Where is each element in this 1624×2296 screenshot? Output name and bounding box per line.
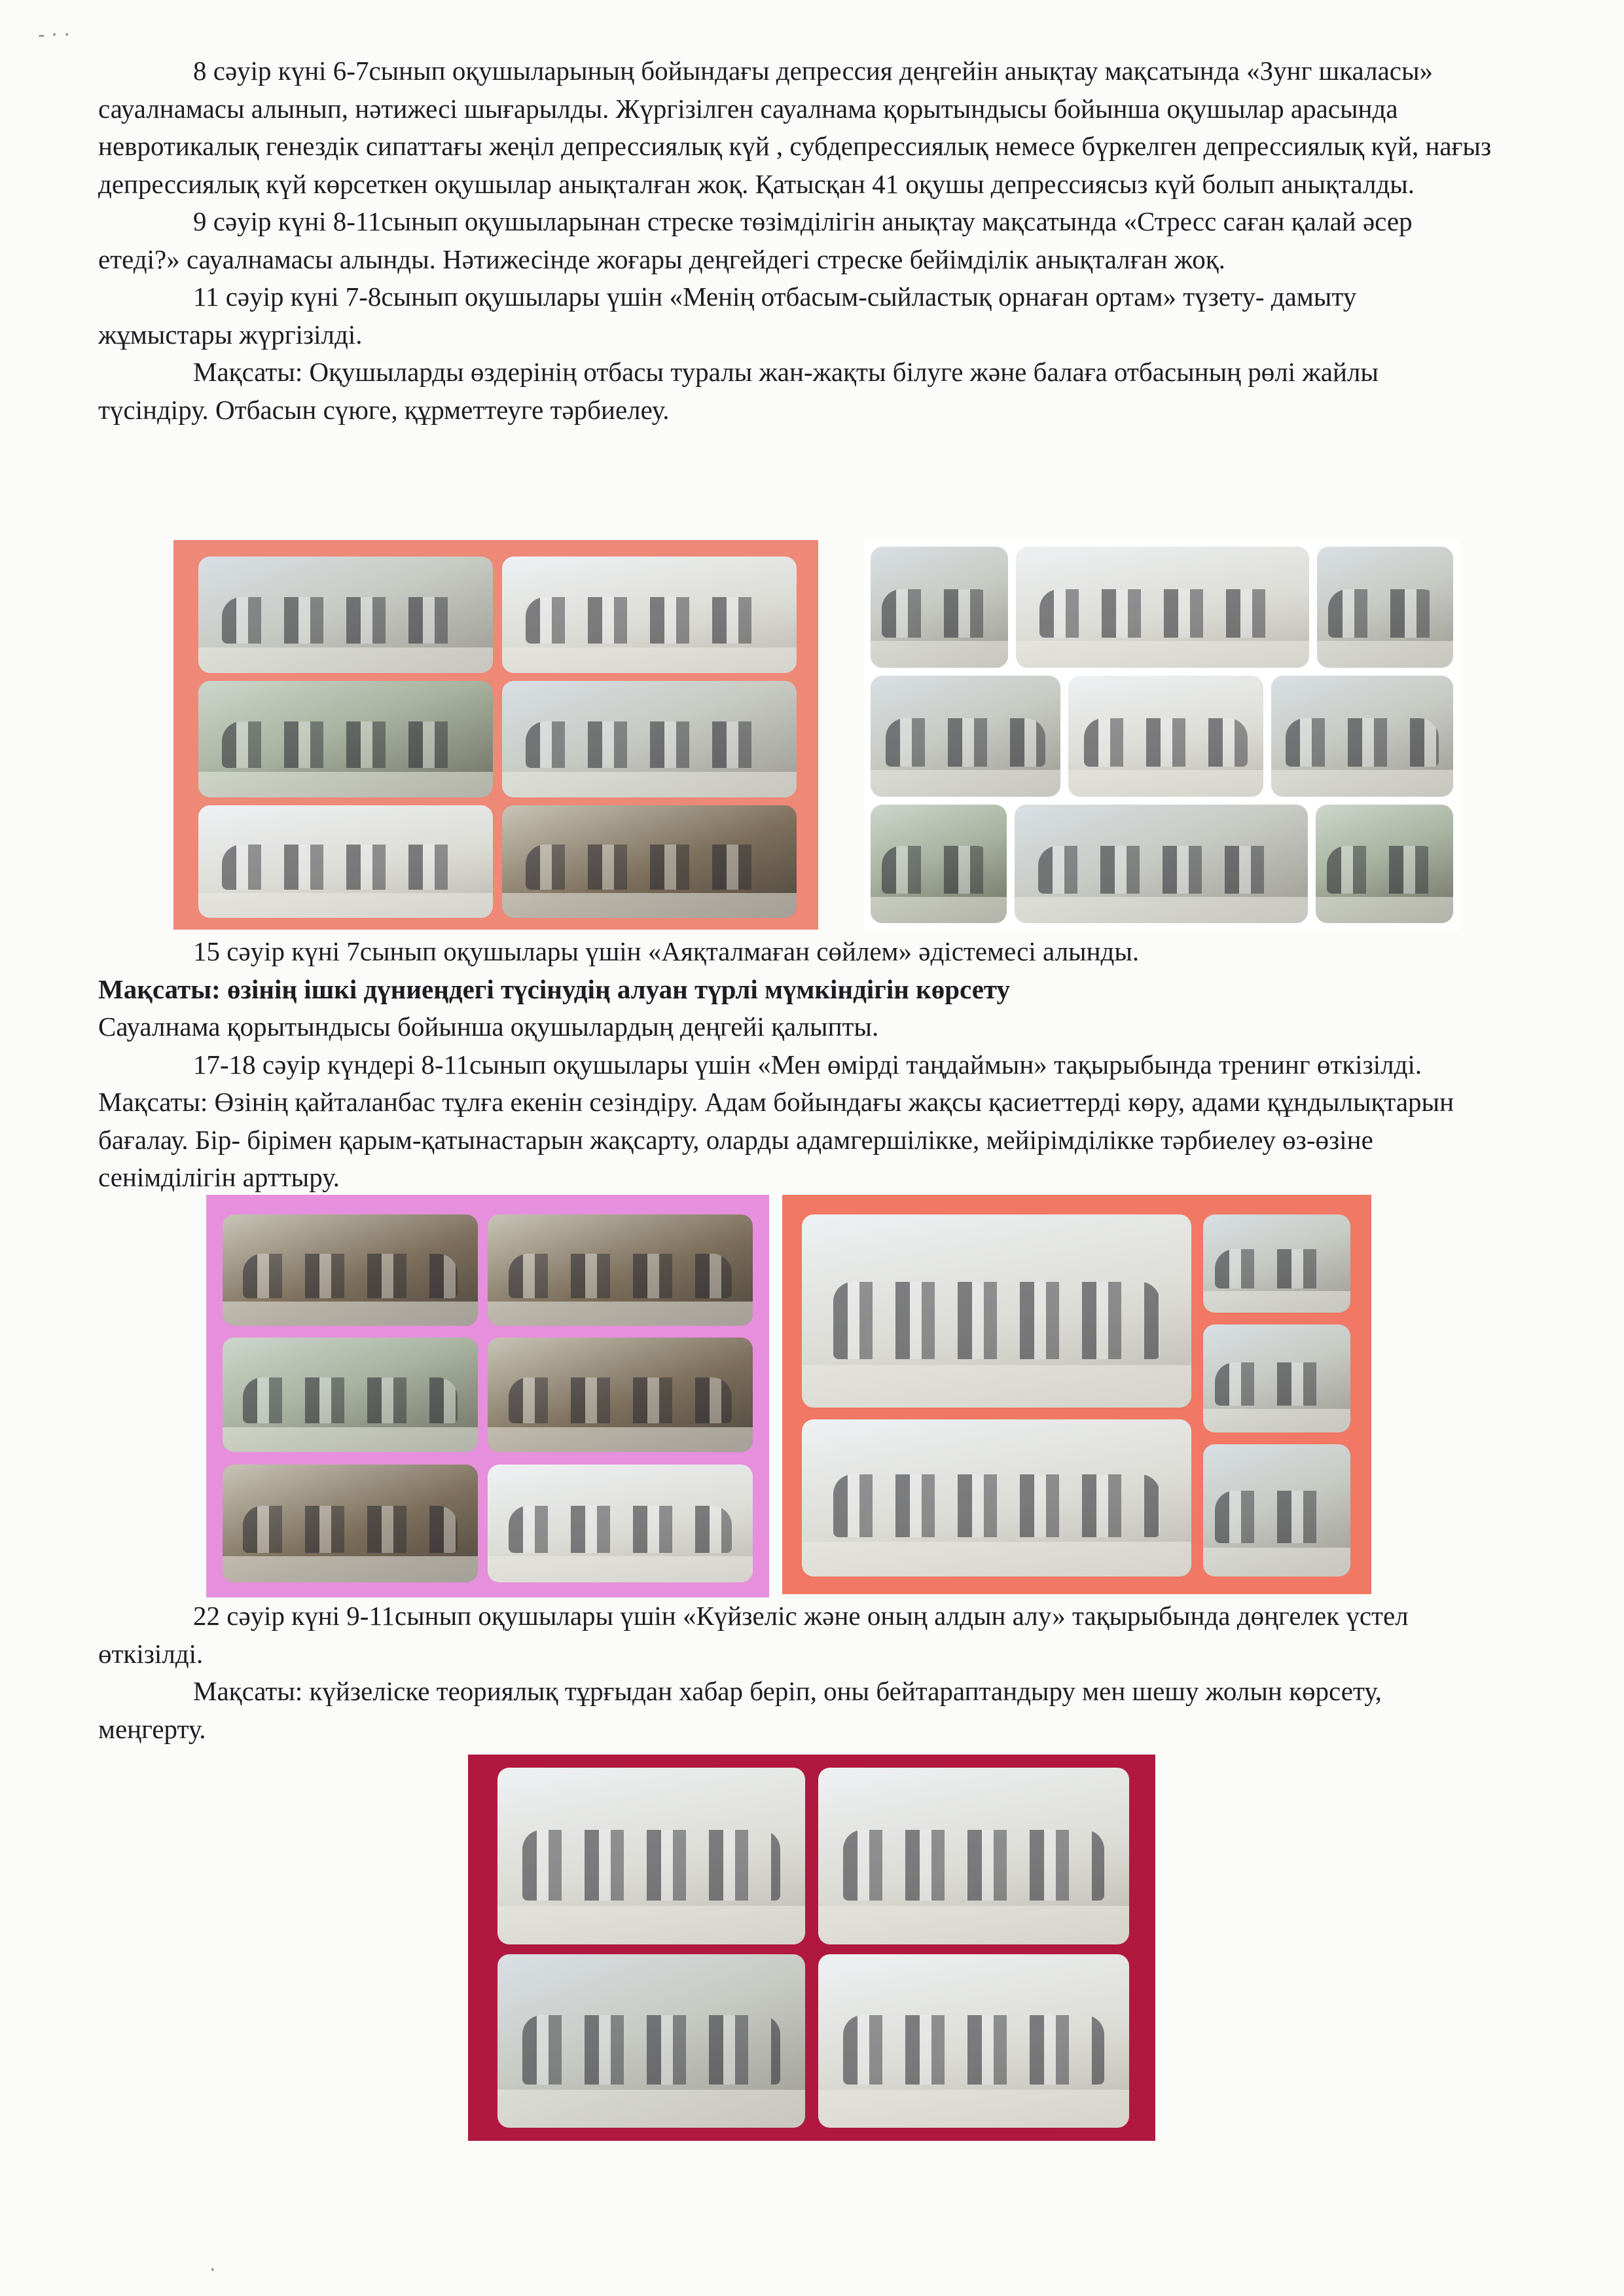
photo [871,547,1008,668]
text-section-3 [98,1597,1492,1748]
photo [497,1954,805,2128]
photo-collage-family-right [864,540,1460,930]
paragraph-training: 17-18 сәуір күндері 8-11сынып оқушылары үшін «Мен өмірді таңдаймын» тақырыбында тренинг өткізілді. Мақсаты: Өзінің қайталанбас тұлға екенін сезіндіру. Адам бойындағы жақсы қасиеттерді көру, адами құндылықтарын бағалау. Бір- бірімен қарым-қатынастарын жақсарту, оларды адамгершілікке, мейірімділікке тәрбиелеу өз-өзіне сенімділігін арттыру. [98,1049,1454,1192]
photo-collage-training-left [206,1195,769,1597]
photo [198,805,493,918]
photo [802,1419,1191,1576]
photo [502,805,797,918]
text-section-1 [98,52,1492,429]
paragraph-zung-survey: 8 сәуір күні 6-7сынып оқушыларының бойындағы депрессия деңгейін анықтау мақсатында «Зунг шкаласы» сауалнамасы алынып, нәтижесі шығарылды. Жүргізілген сауалнама қорытындысы бойынша оқушылар арасында невротикалық генездік сипаттағы жеңіл депрессиялық күй , субдепрессиялық немесе бүркелген депрессиялық күй, нағыз депрессиялық күй көрсеткен оқушылар анықталған жоқ. Қатысқан 41 оқушы депрессиясыз күй болып анықталды. [98,56,1492,199]
photo [871,805,1007,923]
photo [1271,676,1453,797]
photo [223,1214,478,1326]
photo-collage-round-table [468,1755,1155,2141]
photo [1016,547,1309,668]
photo [1317,547,1453,668]
scan-mark-top: - · · [38,24,70,46]
paragraph-sentence-goal: Мақсаты: өзінің ішкі дүниеңдегі түсінудің алуан түрлі мүмкіндігін көрсету [98,974,1010,1004]
paragraph-family-event: 11 сәуір күні 7-8сынып оқушылары үшін «Менің отбасым-сыйластық орнаған ортам» түзету- дамыту жұмыстары жүргізілді. [98,282,1357,350]
photo [1203,1214,1350,1313]
photo [1203,1324,1350,1432]
photo [802,1214,1191,1408]
paragraph-sentence-method: 15 сәуір күні 7сынып оқушылары үшін «Аяқталмаған сөйлем» әдістемесі алынды. [193,936,1140,966]
photo [1015,805,1308,923]
photo [497,1768,805,1944]
photo-collage-family-left [173,540,818,930]
photo [488,1214,753,1326]
photo [871,676,1060,797]
paragraph-round-table: 22 сәуір күні 9-11сынып оқушылары үшін «Күйзеліс және оның алдын алу» тақырыбында дөңгелек үстел өткізілді. [98,1601,1409,1669]
paragraph-stress-survey: 9 сәуір күні 8-11сынып оқушыларынан стреске төзімділігін анықтау мақсатында «Стресс саған қалай әсер етеді?» сауалнамасы алынды. Нәтижесінде жоғары деңгейдегі стреске бейімділік анықталған жоқ. [98,206,1413,274]
photo [198,556,493,673]
photo [818,1768,1129,1944]
photo [1068,676,1263,797]
photo [1203,1444,1350,1576]
photo [488,1465,753,1582]
scan-mark-bottom: · [209,2259,216,2282]
photo [502,556,797,673]
photo-collage-training-right [782,1195,1371,1594]
photo [223,1465,478,1582]
photo [223,1338,478,1452]
photo [198,681,493,797]
photo [1316,805,1453,923]
text-section-2 [98,933,1492,1197]
paragraph-family-goal: Мақсаты: Оқушыларды өздерінің отбасы туралы жан-жақты білуге және балаға отбасының рөлі жайлы түсіндіру. Отбасын сүюге, құрметтеуге тәрбиелеу. [98,357,1379,425]
photo [488,1338,753,1452]
photo [502,681,797,797]
photo [818,1954,1129,2128]
paragraph-sentence-result: Сауалнама қорытындысы бойынша оқушылардың деңгейі қалыпты. [98,1011,879,1042]
paragraph-round-table-goal: Мақсаты: күйзеліске теориялық тұрғыдан хабар беріп, оны бейтараптандыру мен шешу жолын көрсету, меңгерту. [98,1676,1382,1744]
